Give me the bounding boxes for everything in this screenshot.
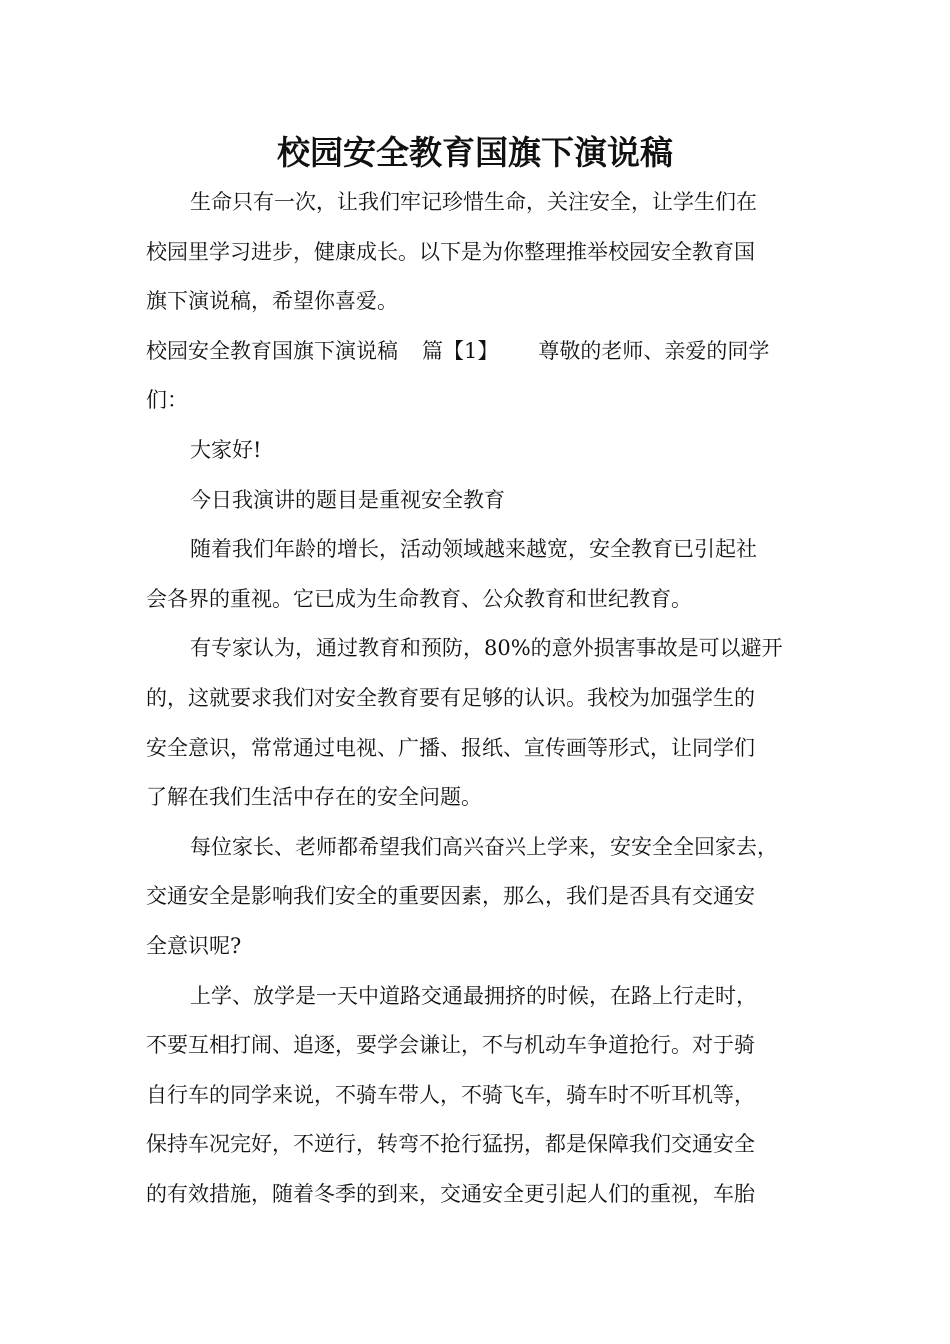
greeting-paragraph	[146, 426, 822, 476]
p4-line-4: 保持车况完好，不逆行，转弯不抢行猛拐，都是保障我们交通安全	[146, 1132, 755, 1157]
p1-line-1: 随着我们年龄的增长，活动领域越来越宽，安全教育已引起社	[190, 537, 757, 562]
topic-paragraph	[146, 476, 822, 526]
section-heading-line	[146, 327, 822, 377]
document-body	[146, 178, 822, 1219]
p1-line-2: 会各界的重视。它已成为生命教育、公众教育和世纪教育。	[146, 586, 692, 611]
p4-line-2: 不要互相打闹、追逐，要学会谦让，不与机动车争道抢行。对于骑	[146, 1033, 755, 1058]
p2-line-2: 的，这就要求我们对安全教育要有足够的认识。我校为加强学生的	[146, 685, 755, 710]
intro-line-1: 生命只有一次，让我们牢记珍惜生命，关注安全，让学生们在	[190, 190, 757, 214]
section-heading	[146, 327, 822, 426]
greeting-line: 大家好!	[190, 437, 262, 462]
topic-line: 今日我演讲的题目是重视安全教育	[190, 487, 505, 512]
paragraph-1	[146, 525, 822, 624]
p3-line-2: 交通安全是影响我们安全的重要因素，那么，我们是否具有交通安	[146, 884, 755, 909]
intro-line-3: 旗下演说稿，希望你喜爱。	[146, 289, 398, 314]
intro-line-2: 校园里学习进步，健康成长。以下是为你整理推举校园安全教育国	[146, 239, 755, 264]
p2-line-3: 安全意识，常常通过电视、广播、报纸、宣传画等形式，让同学们	[146, 735, 755, 760]
section-heading-part: 篇【1】	[422, 338, 499, 363]
p4-line-3: 自行车的同学来说，不骑车带人，不骑飞车，骑车时不听耳机等，	[146, 1082, 755, 1107]
p3-line-1: 每位家长、老师都希望我们高兴奋兴上学来，安安全全回家去，	[190, 834, 778, 859]
intro-paragraph	[146, 178, 822, 327]
document-title: 校园安全教育国旗下演说稿	[277, 133, 673, 172]
paragraph-3	[146, 823, 822, 972]
section-heading-salutation: 尊敬的老师、亲爱的同学	[538, 338, 770, 363]
p4-line-5: 的有效措施，随着冬季的到来，交通安全更引起人们的重视，车胎	[146, 1181, 755, 1206]
section-heading-title: 校园安全教育国旗下演说稿	[146, 338, 398, 363]
p4-line-1: 上学、放学是一天中道路交通最拥挤的时候，在路上行走时，	[190, 983, 757, 1008]
p2-line-4: 了解在我们生活中存在的安全问题。	[146, 785, 482, 810]
paragraph-4	[146, 972, 822, 1220]
section-heading-tail: 们：	[146, 388, 188, 413]
paragraph-2	[146, 624, 822, 822]
p2-line-1: 有专家认为，通过教育和预防，80%的意外损害事故是可以避开	[190, 636, 783, 661]
p3-line-3: 全意识呢?	[146, 933, 242, 958]
